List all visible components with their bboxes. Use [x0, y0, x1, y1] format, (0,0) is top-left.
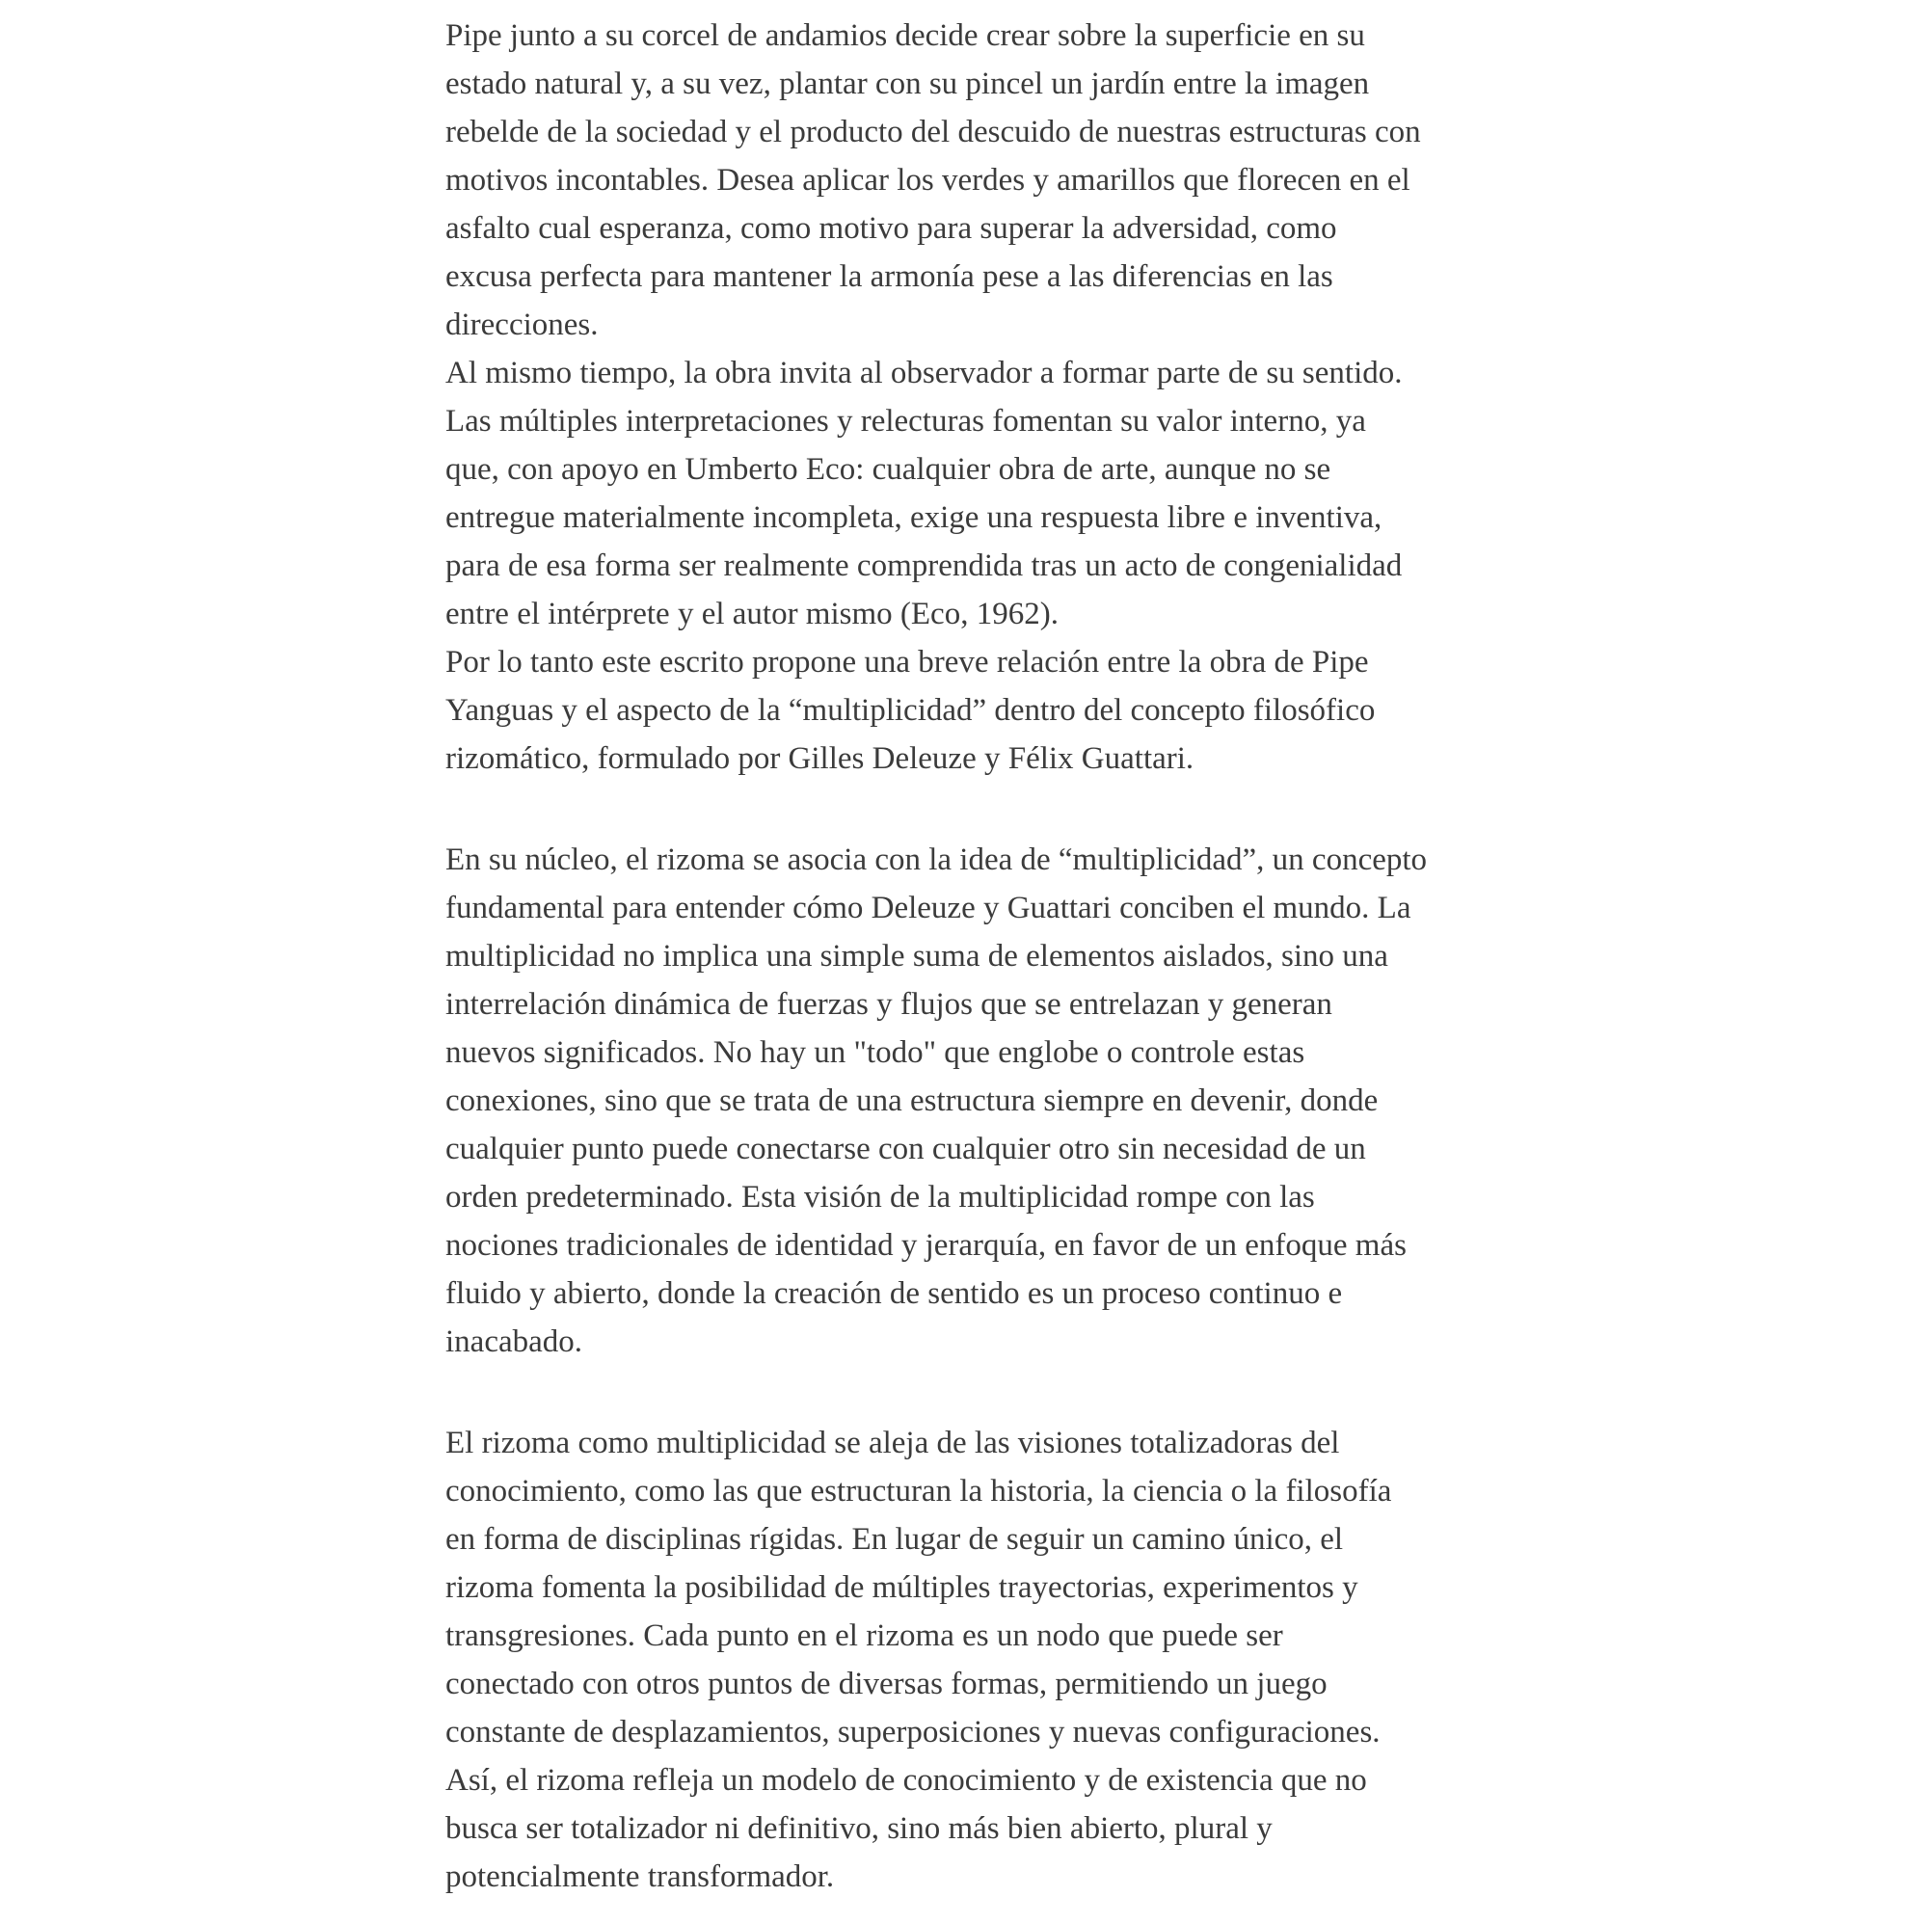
text-line: rizoma fomenta la posibilidad de múltiples trayectorias, experimentos y	[445, 1570, 1358, 1605]
text-line: nuevos significados. No hay un "todo" que englobe o controle estas	[445, 1035, 1305, 1070]
text-line: nociones tradicionales de identidad y jerarquía, en favor de un enfoque más	[445, 1228, 1407, 1263]
text-line: transgresiones. Cada punto en el rizoma es un nodo que puede ser	[445, 1618, 1283, 1653]
paragraph	[445, 1419, 1487, 1901]
paragraph	[445, 836, 1487, 1366]
text-line: que, con apoyo en Umberto Eco: cualquier obra de arte, aunque no se	[445, 452, 1331, 487]
text-line: El rizoma como multiplicidad se aleja de las visiones totalizadoras del	[445, 1426, 1340, 1460]
text-line: Así, el rizoma refleja un modelo de conocimiento y de existencia que no	[445, 1763, 1367, 1798]
text-line: rebelde de la sociedad y el producto del descuido de nuestras estructuras con	[445, 115, 1421, 149]
text-line: para de esa forma ser realmente comprendida tras un acto de congenialidad	[445, 548, 1403, 583]
text-line: rizomático, formulado por Gilles Deleuze y Félix Guattari.	[445, 741, 1194, 776]
text-line: entre el intérprete y el autor mismo (Eco, 1962).	[445, 597, 1059, 631]
paragraph	[445, 349, 1487, 638]
text-line: Al mismo tiempo, la obra invita al observador a formar parte de su sentido.	[445, 356, 1403, 390]
text-line: entregue materialmente incompleta, exige una respuesta libre e inventiva,	[445, 500, 1382, 535]
paragraph	[445, 638, 1487, 783]
text-line: Pipe junto a su corcel de andamios decide crear sobre la superficie en su	[445, 18, 1365, 53]
text-line: fundamental para entender cómo Deleuze y Guattari conciben el mundo. La	[445, 891, 1411, 925]
text-line: conocimiento, como las que estructuran la historia, la ciencia o la filosofía	[445, 1474, 1392, 1509]
text-line: orden predeterminado. Esta visión de la multiplicidad rompe con las	[445, 1180, 1315, 1215]
paragraph	[445, 12, 1487, 349]
essay-text-column	[445, 12, 1487, 1901]
text-line: constante de desplazamientos, superposiciones y nuevas configuraciones.	[445, 1715, 1381, 1750]
text-line: Yanguas y el aspecto de la “multiplicidad” dentro del concepto filosófico	[445, 693, 1376, 728]
text-line: en forma de disciplinas rígidas. En lugar de seguir un camino único, el	[445, 1522, 1344, 1557]
text-line: motivos incontables. Desea aplicar los verdes y amarillos que florecen en el	[445, 163, 1410, 198]
text-line: excusa perfecta para mantener la armonía pese a las diferencias en las	[445, 259, 1333, 294]
text-line: fluido y abierto, donde la creación de sentido es un proceso continuo e	[445, 1276, 1343, 1311]
text-line: interrelación dinámica de fuerzas y flujos que se entrelazan y generan	[445, 987, 1332, 1022]
text-line: inacabado.	[445, 1324, 583, 1359]
text-line: cualquier punto puede conectarse con cualquier otro sin necesidad de un	[445, 1132, 1366, 1166]
text-line: conectado con otros puntos de diversas formas, permitiendo un juego	[445, 1667, 1328, 1701]
text-line: En su núcleo, el rizoma se asocia con la idea de “multiplicidad”, un concepto	[445, 842, 1428, 877]
text-line: conexiones, sino que se trata de una estructura siempre en devenir, donde	[445, 1083, 1379, 1118]
text-line: Las múltiples interpretaciones y relecturas fomentan su valor interno, ya	[445, 404, 1366, 439]
text-line: potencialmente transformador.	[445, 1859, 835, 1894]
text-line: busca ser totalizador ni definitivo, sino más bien abierto, plural y	[445, 1811, 1273, 1846]
text-line: direcciones.	[445, 307, 599, 342]
text-line: asfalto cual esperanza, como motivo para superar la adversidad, como	[445, 211, 1337, 246]
text-line: multiplicidad no implica una simple suma de elementos aislados, sino una	[445, 939, 1388, 974]
text-line: estado natural y, a su vez, plantar con su pincel un jardín entre la imagen	[445, 67, 1370, 101]
text-line: Por lo tanto este escrito propone una breve relación entre la obra de Pipe	[445, 645, 1369, 680]
